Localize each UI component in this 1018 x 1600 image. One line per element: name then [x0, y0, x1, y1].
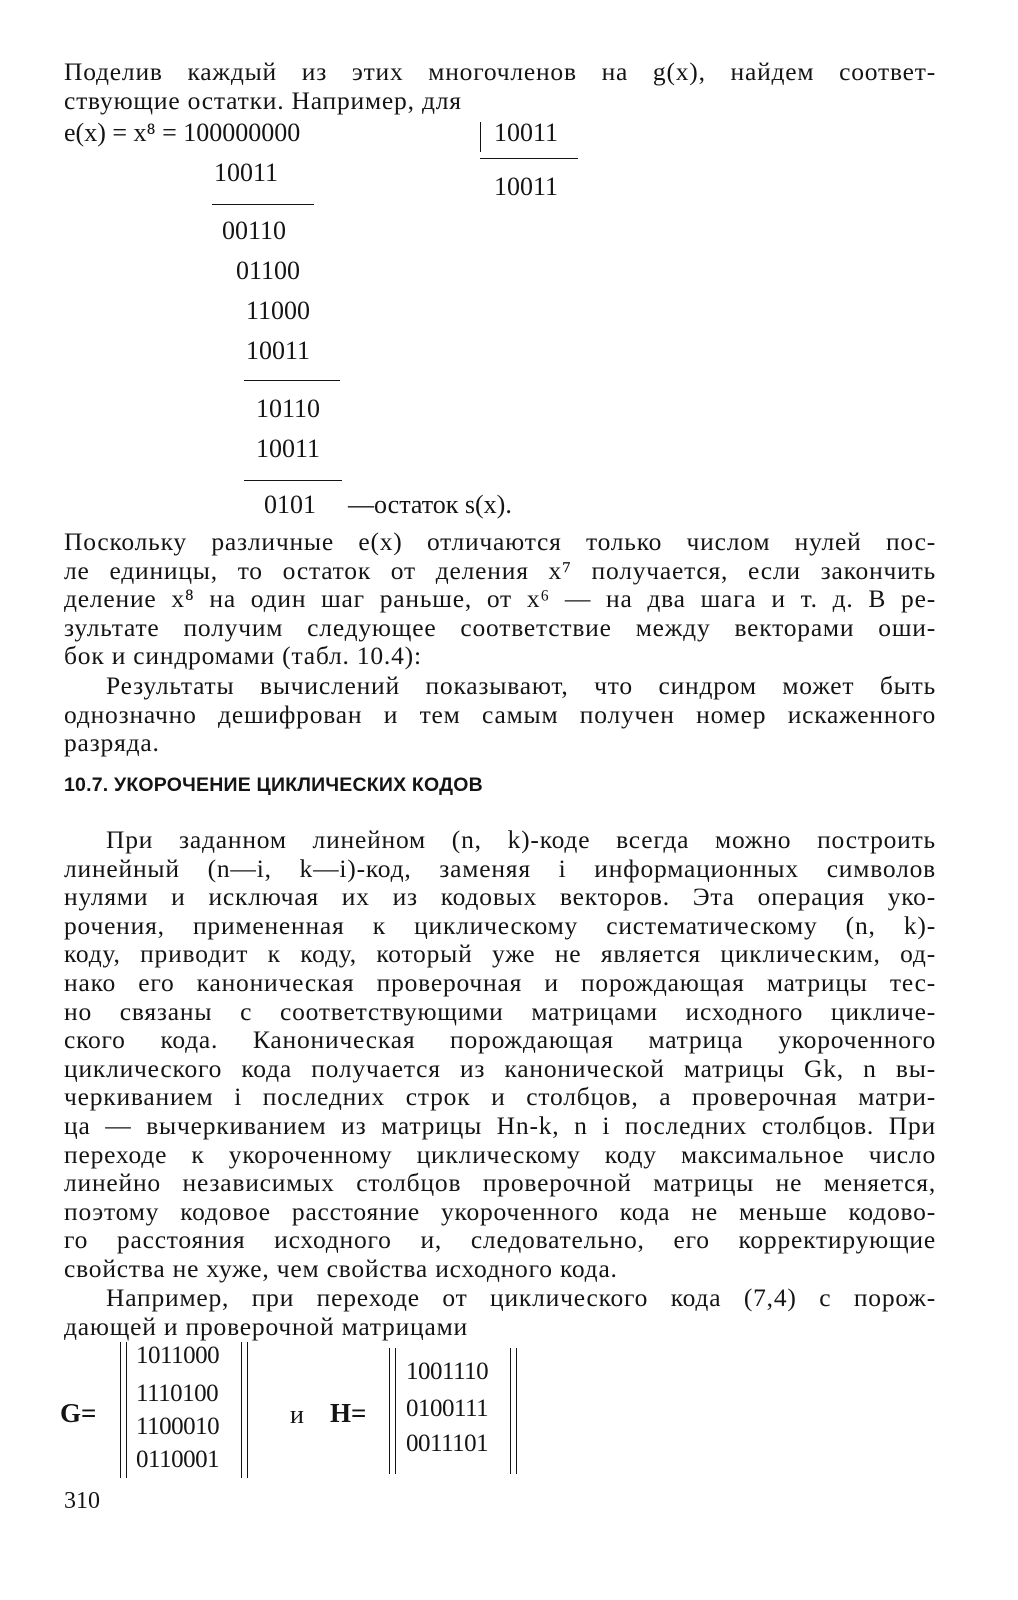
division-step: 01100 [236, 256, 301, 285]
matrix-g-bar [126, 1342, 127, 1478]
text-line: линейно независимых столбцов проверочной матрицы не меняется, [64, 1168, 936, 1198]
text-line: поэтому кодовое расстояние укороченного кода не меньше кодово- [64, 1196, 936, 1226]
division-rule [244, 380, 340, 381]
text-line: зультате получим следующее соответствие между векторами оши- [64, 612, 936, 642]
matrix-h-bar [516, 1348, 517, 1474]
matrix-h-row: 0011101 [406, 1430, 489, 1457]
division-quotient: 10011 [494, 172, 559, 201]
text-line: Поделив каждый из этих многочленов на g(x), найдем соответ- [64, 57, 936, 86]
text-line: нулями и исключая их из кодовых векторов. Эта операция уко- [64, 882, 936, 912]
matrix-g-row: 1110100 [136, 1380, 219, 1407]
section-heading: 10.7. УКОРОЧЕНИЕ ЦИКЛИЧЕСКИХ КОДОВ [64, 774, 483, 796]
paragraph-results [64, 672, 936, 758]
text-line: Поскольку различные e(x) отличаются только числом нулей пос- [64, 527, 936, 556]
text-line: но связаны с соответствующими матрицами исходного цикличе- [64, 996, 936, 1026]
division-step: 10011 [246, 336, 311, 365]
division-step: 10110 [256, 394, 321, 423]
page-number: 310 [64, 1488, 100, 1514]
text-line: свойства не хуже, чем свойства исходного кода. [64, 1253, 618, 1283]
matrix-h-bar [389, 1348, 390, 1474]
division-step: 11000 [246, 296, 311, 325]
text-line: ствующие остатки. Например, для [64, 85, 462, 115]
matrix-g-bar [241, 1342, 242, 1478]
matrix-g-row: 0110001 [136, 1446, 220, 1473]
matrix-g-row: 1100010 [136, 1413, 220, 1440]
matrix-h-bar [510, 1348, 511, 1474]
text-line: однозначно дешифрован и тем самым получен номер искаженного [64, 699, 936, 729]
division-rule [244, 480, 342, 481]
text-line: ле единицы, то остаток от деления x⁷ получается, если закончить [64, 555, 936, 585]
text-line: циклического кода получается из канонической матрицы Gk, n вы- [64, 1053, 936, 1083]
text-line: деление x⁸ на один шаг раньше, от x⁶ — на два шага и т. д. В ре- [64, 584, 936, 614]
division-step: 10011 [214, 158, 279, 187]
paragraph-example [64, 1284, 936, 1341]
text-line: коду, приводит к коду, который уже не является циклическим, од- [64, 939, 936, 969]
division-dividend: e(x) = x⁸ = 100000000 [64, 118, 301, 147]
matrix-g-label: G= [60, 1398, 97, 1428]
paragraph-remainder [64, 528, 936, 671]
division-step: 10011 [256, 434, 321, 463]
text-line: разряда. [64, 728, 160, 758]
division-bracket-vertical [480, 122, 481, 152]
matrix-h-row: 1001110 [406, 1358, 489, 1385]
paragraph-shortening [64, 826, 936, 1284]
text-line: го расстояния исходного и, следовательно, его корректирующие [64, 1225, 936, 1255]
matrix-h-label: H= [330, 1398, 367, 1428]
text-line: ца — вычеркиванием из матрицы Hn-k, n i последних столбцов. При [64, 1110, 936, 1140]
text-line: Например, при переходе от циклического кода (7,4) с порож- [106, 1283, 936, 1312]
text-line: ского кода. Каноническая порождающая матрица укороченного [64, 1025, 936, 1055]
matrix-g-bar [247, 1342, 248, 1478]
text-line: бок и синдромами (табл. 10.4): [64, 641, 422, 671]
text-line: дающей и проверочной матрицами [64, 1311, 468, 1341]
text-line: рочения, примененная к циклическому систематическому (n, k)- [64, 910, 936, 940]
text-line: Результаты вычислений показывают, что синдром может быть [106, 671, 936, 700]
division-step: 00110 [222, 216, 287, 245]
division-divisor: 10011 [494, 118, 559, 147]
matrix-g-bar [120, 1342, 121, 1478]
matrix-h-row: 0100111 [406, 1395, 489, 1422]
matrix-g-row: 1011000 [136, 1342, 220, 1369]
division-rule [212, 204, 314, 205]
text-line: При заданном линейном (n, k)-коде всегда можно построить [106, 825, 936, 854]
text-line: переходе к укороченному циклическому коду максимальное число [64, 1139, 936, 1169]
paragraph-intro [64, 58, 936, 115]
division-bracket-horizontal [480, 158, 578, 159]
remainder-note: —остаток s(x). [348, 490, 512, 519]
text-line: нако его каноническая проверочная и порождающая матрицы тес- [64, 967, 936, 997]
text-line: черкиванием i последних строк и столбцов, а проверочная матри- [64, 1082, 936, 1112]
conjunction: и [290, 1400, 304, 1429]
division-remainder: 0101 [264, 490, 316, 519]
text-line: линейный (n—i, k—i)-код, заменяя i информационных символов [64, 853, 936, 883]
matrix-h-bar [395, 1348, 396, 1474]
